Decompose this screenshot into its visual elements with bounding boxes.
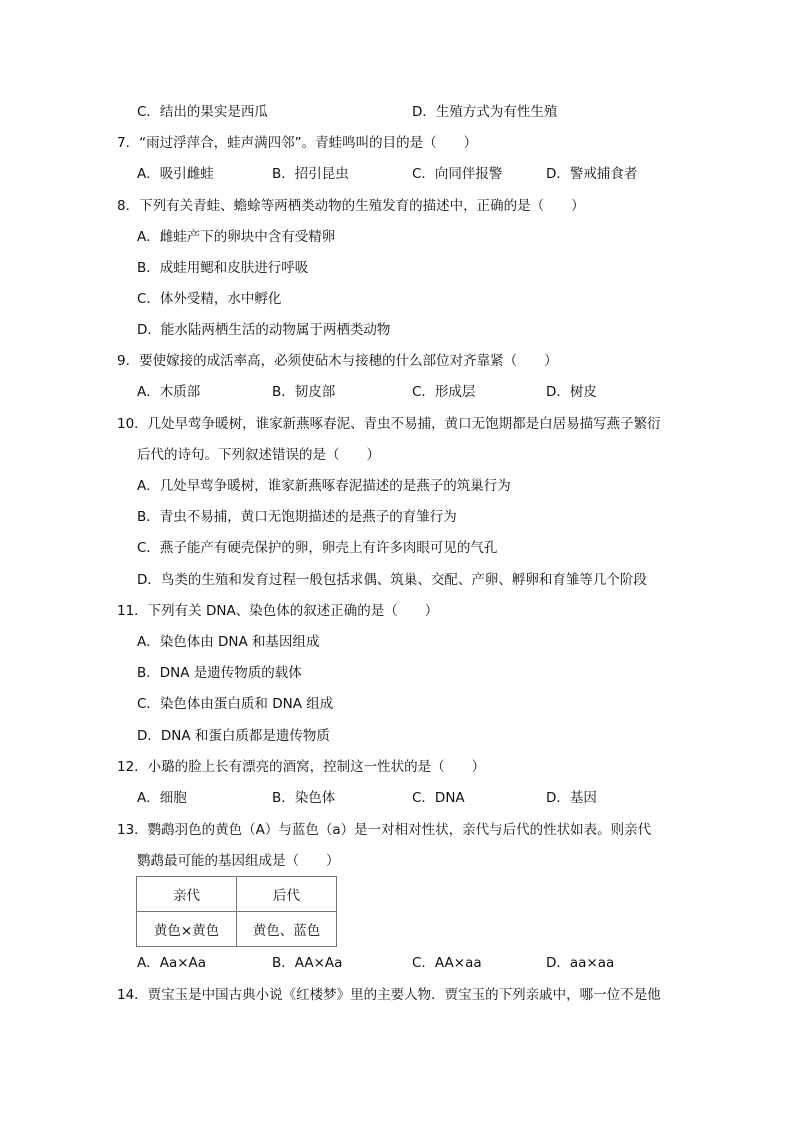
table-cell-parent: 黄色×黄色 — [137, 912, 237, 947]
q10-stem-line2: 后代的诗句。下列叙述错误的是（ ） — [137, 447, 380, 463]
q10-stem-line1: 10．几处早莺争暖树，谁家新燕啄春泥、青虫不易捕，黄口无饱期都是白居易描写燕子繁衍 — [117, 416, 661, 432]
q12-option-d: D．基因 — [546, 790, 597, 806]
q8-option-d: D．能水陆两栖生活的动物属于两栖类动物 — [137, 322, 391, 338]
table-cell-offspring: 黄色、蓝色 — [237, 912, 337, 947]
q9-option-b: B．韧皮部 — [272, 384, 336, 400]
q13-option-c: C．AA×aa — [412, 955, 482, 971]
q13-stem-line2: 鹦鹉最可能的基因组成是（ ） — [137, 853, 340, 869]
q13-option-d: D．aa×aa — [546, 955, 615, 971]
genetics-table — [136, 876, 337, 947]
table-header-parent: 亲代 — [137, 877, 237, 912]
q8-option-c: C．体外受精，水中孵化 — [137, 291, 282, 307]
q11-option-a: A．染色体由 DNA 和基因组成 — [137, 634, 320, 650]
q11-option-c: C．染色体由蛋白质和 DNA 组成 — [137, 696, 334, 712]
q9-option-d: D．树皮 — [546, 384, 597, 400]
q9-option-c: C．形成层 — [412, 384, 476, 400]
q13-option-b: B．AA×Aa — [272, 955, 343, 971]
q12-option-b: B．染色体 — [272, 790, 336, 806]
q11-stem: 11．下列有关 DNA、染色体的叙述正确的是（ ） — [117, 603, 439, 619]
q8-option-a: A．雌蛙产下的卵块中含有受精卵 — [137, 229, 336, 245]
table-row — [137, 912, 337, 947]
q6-option-d: D．生殖方式为有性生殖 — [412, 104, 558, 120]
q10-option-d: D．鸟类的生殖和发育过程一般包括求偶、筑巢、交配、产卵、孵卵和育雏等几个阶段 — [137, 572, 647, 588]
q7-stem: 7．“雨过浮萍合，蛙声满四邻”。青蛙鸣叫的目的是（ ） — [117, 135, 478, 151]
q9-option-a: A．木质部 — [137, 384, 201, 400]
table-row — [137, 877, 337, 912]
q10-option-c: C．燕子能产有硬壳保护的卵，卵壳上有许多肉眼可见的气孔 — [137, 540, 498, 556]
q7-option-b: B．招引昆虫 — [272, 166, 349, 182]
q13-option-a: A．Aa×Aa — [137, 955, 207, 971]
q8-option-b: B．成蛙用鳃和皮肤进行呼吸 — [137, 260, 309, 276]
q13-stem-line1: 13．鹦鹉羽色的黄色（A）与蓝色（a）是一对相对性状，亲代与后代的性状如表。则亲代 — [117, 822, 652, 838]
q7-option-d: D．警戒捕食者 — [546, 166, 638, 182]
q7-option-a: A．吸引雌蛙 — [137, 166, 214, 182]
q11-option-d: D．DNA 和蛋白质都是遗传物质 — [137, 728, 330, 744]
q7-option-c: C．向同伴报警 — [412, 166, 503, 182]
q11-option-b: B．DNA 是遗传物质的载体 — [137, 665, 302, 681]
q12-option-a: A．细胞 — [137, 790, 187, 806]
q14-stem: 14．贾宝玉是中国古典小说《红楼梦》里的主要人物．贾宝玉的下列亲戚中，哪一位不是他 — [117, 987, 661, 1003]
q10-option-a: A．几处早莺争暖树，谁家新燕啄春泥描述的是燕子的筑巢行为 — [137, 478, 511, 494]
q8-stem: 8．下列有关青蛙、蟾蜍等两栖类动物的生殖发育的描述中，正确的是（ ） — [117, 198, 585, 214]
q6-option-c: C．结出的果实是西瓜 — [137, 104, 268, 120]
q12-stem: 12．小璐的脸上长有漂亮的酒窝，控制这一性状的是（ ） — [117, 759, 486, 775]
q10-option-b: B．青虫不易捕，黄口无饱期描述的是燕子的育雏行为 — [137, 509, 457, 525]
q12-option-c: C．DNA — [412, 790, 465, 806]
table-header-offspring: 后代 — [237, 877, 337, 912]
q9-stem: 9．要使嫁接的成活率高，必须使砧木与接穗的什么部位对齐靠紧（ ） — [117, 353, 558, 369]
